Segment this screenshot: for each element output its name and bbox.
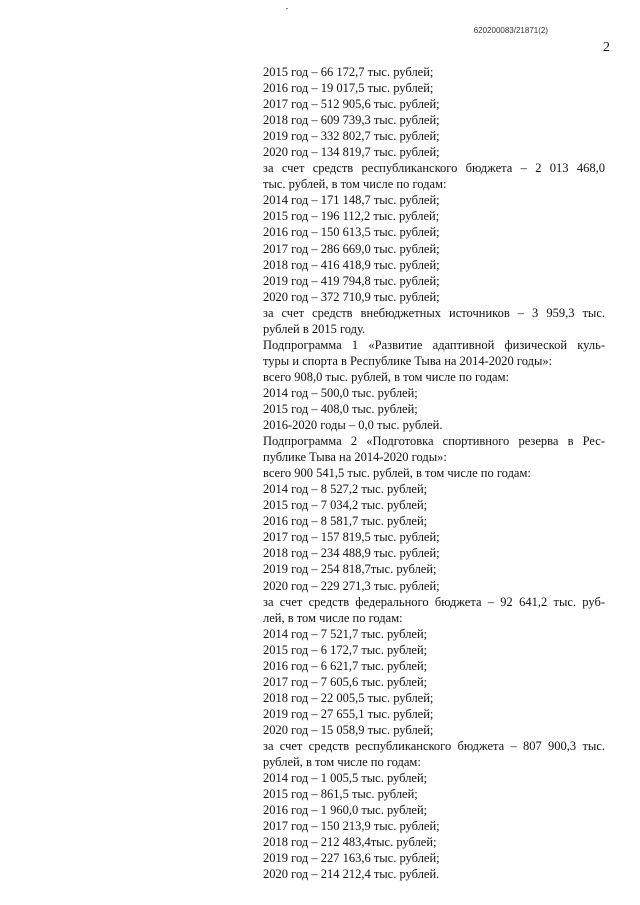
text-line: 2015 год – 408,0 тыс. рублей; <box>263 401 418 416</box>
document-body <box>263 64 605 882</box>
text-line: за счет средств республиканского бюджета – 2 013 468,0 <box>263 161 605 176</box>
text-line: 2018 год – 22 005,5 тыс. рублей; <box>263 690 434 705</box>
text-line: 2015 год – 6 172,7 тыс. рублей; <box>263 642 428 657</box>
text-line: 2017 год – 286 669,0 тыс. рублей; <box>263 241 440 256</box>
text-line: 2015 год – 66 172,7 тыс. рублей; <box>263 65 434 79</box>
scan-speck <box>286 8 288 9</box>
text-line: 2020 год – 134 819,7 тыс. рублей; <box>263 145 440 160</box>
text-line: 2016 год – 6 621,7 тыс. рублей; <box>263 658 428 673</box>
text-line: 2014 год – 171 148,7 тыс. рублей; <box>263 193 440 208</box>
text-line: 2014 год – 7 521,7 тыс. рублей; <box>263 626 428 641</box>
text-line: 2016 год – 8 581,7 тыс. рублей; <box>263 514 428 529</box>
text-line: Подпрограмма 2 «Подготовка спортивного резерва в Рес- <box>263 434 605 449</box>
text-line: 2018 год – 416 418,9 тыс. рублей; <box>263 257 440 272</box>
text-line: 2018 год – 212 483,4тыс. рублей; <box>263 835 437 850</box>
text-line: 2014 год – 8 527,2 тыс. рублей; <box>263 482 428 497</box>
text-line: 2017 год – 7 605,6 тыс. рублей; <box>263 674 428 689</box>
text-line: за счет средств внебюджетных источников – 3 959,3 тыс. <box>263 305 605 320</box>
text-line: 2019 год – 419 794,8 тыс. рублей; <box>263 273 440 288</box>
text-line: 2015 год – 196 112,2 тыс. рублей; <box>263 209 440 224</box>
text-line: 2016 год – 19 017,5 тыс. рублей; <box>263 81 434 96</box>
text-line: 2019 год – 27 655,1 тыс. рублей; <box>263 706 434 721</box>
text-line: рублей в 2015 году. <box>263 321 366 336</box>
text-line: 2016-2020 годы – 0,0 тыс. рублей. <box>263 418 443 433</box>
text-line: туры и спорта в Республике Тыва на 2014-2020 годы»: <box>263 353 553 368</box>
text-line: 2015 год – 861,5 тыс. рублей; <box>263 787 418 802</box>
text-line: 2017 год – 150 213,9 тыс. рублей; <box>263 819 440 834</box>
text-line: 2018 год – 234 488,9 тыс. рублей; <box>263 546 440 561</box>
text-line: рублей, в том числе по годам: <box>263 755 421 770</box>
text-line: 2019 год – 227 163,6 тыс. рублей; <box>263 851 440 866</box>
text-line: 2019 год – 332 802,7 тыс. рублей; <box>263 129 440 144</box>
text-line: за счет средств федерального бюджета – 92 641,2 тыс. руб- <box>263 594 605 609</box>
page-number: 2 <box>603 40 610 55</box>
text-line: всего 900 541,5 тыс. рублей, в том числе по годам: <box>263 466 531 481</box>
text-line: 2020 год – 214 212,4 тыс. рублей. <box>263 867 440 882</box>
text-line: 2020 год – 372 710,9 тыс. рублей; <box>263 289 440 304</box>
text-line: 2020 год – 15 058,9 тыс. рублей; <box>263 722 434 737</box>
text-line: 2014 год – 500,0 тыс. рублей; <box>263 385 418 400</box>
text-line: 2016 год – 1 960,0 тыс. рублей; <box>263 803 428 818</box>
document-code: 620200083/21871(2) <box>473 26 548 35</box>
text-line: тыс. рублей, в том числе по годам: <box>263 177 447 192</box>
text-line: за счет средств республиканского бюджета – 807 900,3 тыс. <box>263 738 605 753</box>
text-line: всего 908,0 тыс. рублей, в том числе по годам: <box>263 369 509 384</box>
text-line: 2020 год – 229 271,3 тыс. рублей; <box>263 578 440 593</box>
text-line: 2018 год – 609 739,3 тыс. рублей; <box>263 113 440 128</box>
text-line: публике Тыва на 2014-2020 годы»: <box>263 450 447 465</box>
text-line: 2017 год – 512 905,6 тыс. рублей; <box>263 97 440 112</box>
text-line: 2014 год – 1 005,5 тыс. рублей; <box>263 771 428 786</box>
text-line: 2016 год – 150 613,5 тыс. рублей; <box>263 225 440 240</box>
text-line: 2019 год – 254 818,7тыс. рублей; <box>263 562 437 577</box>
text-line: 2017 год – 157 819,5 тыс. рублей; <box>263 530 440 545</box>
text-line: Подпрограмма 1 «Развитие адаптивной физической куль- <box>263 337 605 352</box>
text-line: 2015 год – 7 034,2 тыс. рублей; <box>263 498 428 513</box>
text-line: лей, в том числе по годам: <box>263 610 403 625</box>
